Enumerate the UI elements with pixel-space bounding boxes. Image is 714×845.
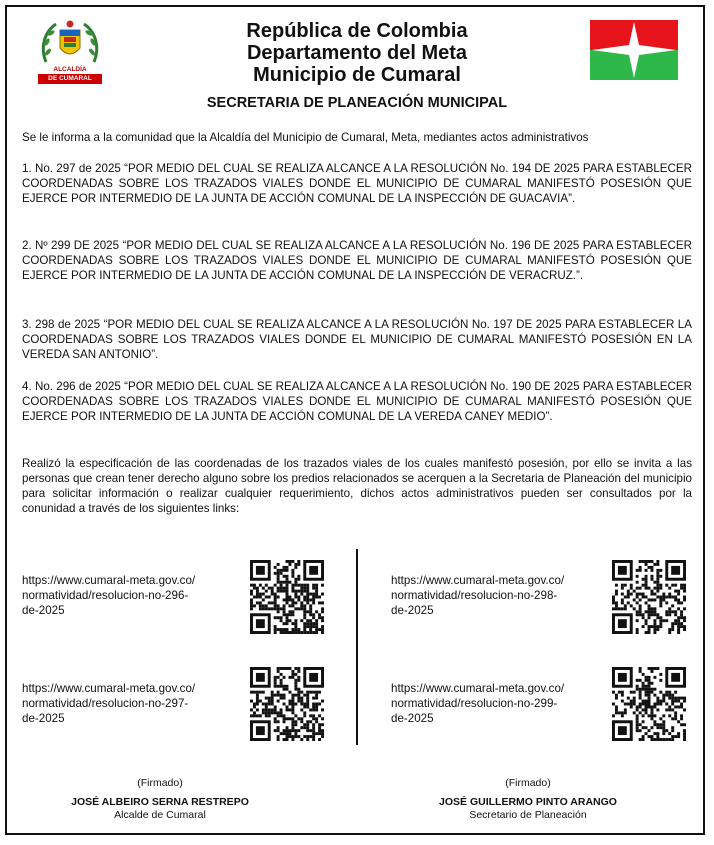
link-line: normatividad/resolucion-no-298-: [391, 589, 558, 602]
link-line: de-2025: [22, 604, 65, 617]
link-line: normatividad/resolucion-no-297-: [22, 697, 189, 710]
link-line: normatividad/resolucion-no-299-: [391, 697, 558, 710]
coat-of-arms-icon: [38, 18, 102, 68]
qr-code-icon[interactable]: [612, 560, 686, 634]
signature-mayor: [10, 777, 310, 822]
signature-status: (Firmado): [137, 777, 183, 789]
signature-status: (Firmado): [505, 777, 551, 789]
qr-code-icon[interactable]: [250, 560, 324, 634]
qr-code-icon[interactable]: [250, 667, 324, 741]
logo-text-alcaldia: ALCALDÍA: [53, 66, 87, 73]
link-resolution-298[interactable]: [391, 573, 606, 618]
signature-role: Secretario de Planeación: [469, 809, 587, 821]
column-divider: [356, 549, 358, 745]
signature-role: Alcalde de Cumaral: [114, 809, 206, 821]
header-municipality: Municipio de Cumaral: [253, 64, 461, 86]
document-header: [150, 20, 564, 86]
link-line: https://www.cumaral-meta.gov.co/: [391, 574, 565, 587]
link-resolution-299[interactable]: [391, 681, 606, 726]
resolution-item-2: 2. Nº 299 DE 2025 “POR MEDIO DEL CUAL SE REALIZA ALCANCE A LA RESOLUCIÓN No. 196 DE 2025 PARA ESTABLECER COORDENADAS SOBRE LOS TRAZADOS VIALES DONDE EL MUNICIPIO DE CUMARAL MANIFESTÓ POSESIÓN QUE EJERCE POR INTERMEDIO DE LA JUNTA DE ACCIÓN COMUNAL DE LA INSPECCIÓN DE VERACRUZ.”.: [22, 239, 692, 282]
resolution-item-4: 4. No. 296 de 2025 “POR MEDIO DEL CUAL SE REALIZA ALCANCE A LA RESOLUCIÓN No. 190 DE 2025 PARA ESTABLECER COORDENADAS SOBRE LOS TRAZADOS VIALES DONDE EL MUNICIPIO DE CUMARAL MANIFESTÓ POSESIÓN QUE EJERCE POR INTERMEDIO DE LA JUNTA DE ACCIÓN COMUNAL DE LA VEREDA CANEY MEDIO”.: [22, 380, 692, 423]
signature-secretary: [378, 777, 678, 822]
link-line: https://www.cumaral-meta.gov.co/: [391, 682, 565, 695]
link-line: de-2025: [22, 712, 65, 725]
logo-text-cumaral: DE CUMARAL: [38, 74, 102, 84]
intro-paragraph: Se le informa a la comunidad que la Alcaldía del Municipio de Cumaral, Meta, mediantes actos administrativos: [22, 131, 589, 144]
cumaral-flag-icon: [590, 20, 678, 80]
resolution-item-1: 1. No. 297 de 2025 “POR MEDIO DEL CUAL SE REALIZA ALCANCE A LA RESOLUCIÓN No. 194 DE 2025 PARA ESTABLECER COORDENADAS SOBRE LOS TRAZADOS VIALES DONDE EL MUNICIPIO DE CUMARAL MANIFESTÓ POSESIÓN QUE EJERCE POR INTERMEDIO DE LA JUNTA DE ACCIÓN COMUNAL DE LA INSPECCIÓN DE GUACAVIA”.: [22, 162, 692, 205]
link-line: https://www.cumaral-meta.gov.co/: [22, 682, 196, 695]
signature-name: JOSÉ ALBEIRO SERNA RESTREPO: [71, 796, 249, 808]
header-department: Departamento del Meta: [246, 42, 468, 64]
qr-code-icon[interactable]: [612, 667, 686, 741]
resolution-item-3: 3. 298 de 2025 “POR MEDIO DEL CUAL SE REALIZA ALCANCE A LA RESOLUCIÓN No. 197 DE 2025 PARA ESTABLECER LA COORDENADAS SOBRE LOS TRAZADOS VIALES DONDE EL MUNICIPIO DE CUMARAL MANIFESTÓ POSESIÓN EN LA VEREDA SAN ANTONIO”.: [22, 318, 692, 361]
link-resolution-297[interactable]: [22, 681, 237, 726]
link-line: normatividad/resolucion-no-296-: [22, 589, 189, 602]
link-line: https://www.cumaral-meta.gov.co/: [22, 574, 196, 587]
link-line: de-2025: [391, 604, 434, 617]
header-country: República de Colombia: [246, 20, 468, 42]
link-line: de-2025: [391, 712, 434, 725]
closing-paragraph: Realizó la especificación de las coordenadas de los trazados viales de los cuales manifestó posesión, por ello se invita a las personas que crean tener derecho alguno sobre los predios relacionados se acerquen a la Secretaria de Planeación del municipio para solicitar información o realizar cualquier requerimiento, dichos actos administrativos pueden ser consultados por la conunidad a través de los siguientes links:: [22, 457, 692, 515]
link-resolution-296[interactable]: [22, 573, 237, 618]
department-title: SECRETARIA DE PLANEACIÓN MUNICIPAL: [206, 95, 508, 111]
signature-name: JOSÉ GUILLERMO PINTO ARANGO: [439, 796, 617, 808]
alcaldia-logo: [38, 18, 102, 84]
